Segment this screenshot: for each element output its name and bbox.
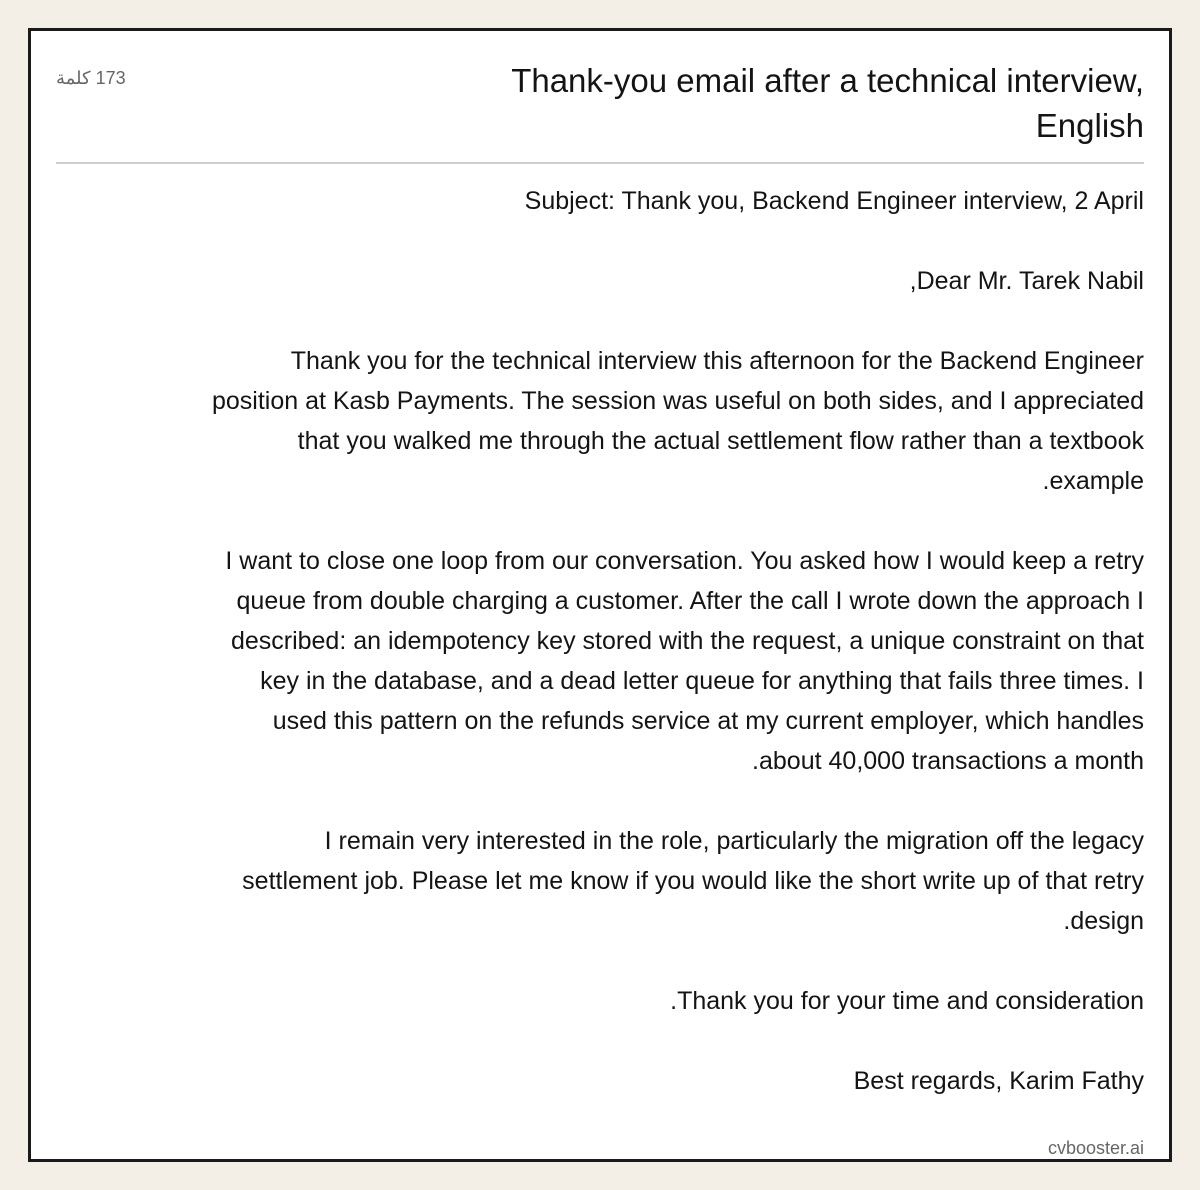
email-signoff: Best regards, Karim Fathy [853, 1067, 1144, 1095]
email-paragraph: Thank you for your time and consideration. [670, 987, 1144, 1015]
email-body [204, 181, 1144, 1101]
email-greeting: Dear Mr. Tarek Nabil, [909, 267, 1144, 295]
email-card [28, 28, 1172, 1162]
email-paragraph: Thank you for the technical interview this afternoon for the Backend Engineer position at Kasb Payments. The session was useful on both sides, and I appreciated that you walked me through the actual settlement flow rather than a textbook example. [211, 347, 1144, 495]
page-title: Thank-you email after a technical interview, English [511, 62, 1144, 144]
card-header [56, 31, 1144, 164]
email-subject: Subject: Thank you, Backend Engineer interview, 2 April [524, 187, 1144, 215]
email-paragraph: I want to close one loop from our conversation. You asked how I would keep a retry queue from double charging a customer. After the call I wrote down the approach I described: an idempotency key stored with the request, a unique constraint on that key in the database, and a dead letter queue for anything that fails three times. I used this pattern on the refunds service at my current employer, which handles about 40,000 transactions a month. [225, 547, 1144, 775]
brand-watermark: cvbooster.ai [1047, 1138, 1144, 1158]
email-paragraph: I remain very interested in the role, particularly the migration off the legacy settlement job. Please let me know if you would like the short write up of that retry design. [242, 827, 1144, 935]
word-count-badge: 173 كلمة [56, 68, 126, 88]
